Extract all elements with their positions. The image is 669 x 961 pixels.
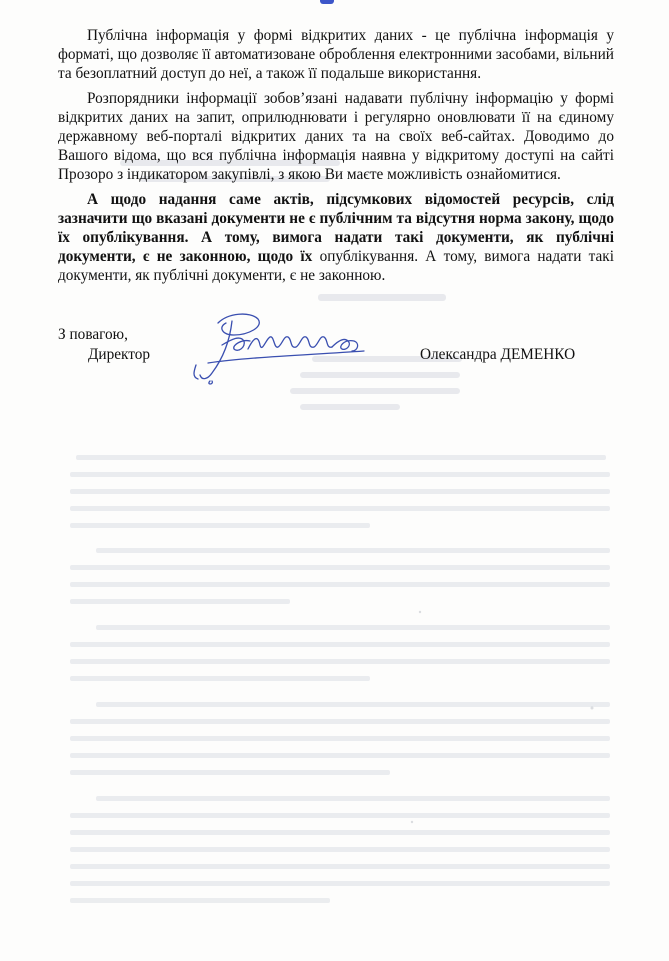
page-top-mark <box>320 0 334 4</box>
signer-name: Олександра ДЕМЕНКО <box>420 346 576 363</box>
paragraph-open-data-definition: Публічна інформація у формі відкритих даних - це публічна інформація у форматі, що дозволяє її автоматизоване оброблення електронними засобами, вільний та безоплатний доступ до неї, а також її подальше використання. <box>58 27 614 83</box>
signature-icon <box>188 305 378 387</box>
closing-regards: З повагою, <box>58 326 128 343</box>
letter-body <box>58 26 614 286</box>
paragraph-acts-not-public <box>58 190 614 286</box>
paragraph-acts-bold-part: А щодо надання саме актів, підсумкових відомостей ресурсів, слід зазначити що вказані документи не є публічним та відсутня норма закону, щодо їх опублікування. А тому, вимога надати такі документи, як публічні документи, є не законною, щодо їх <box>58 190 614 266</box>
paragraph-acts-normal-part: опублікування. А тому, вимога надати такі документи, як публічні документи, є не законною. <box>58 248 614 285</box>
paragraph-managers-obligations: Розпорядники інформації зобов’язані надавати публічну інформацію у формі відкритих даних на запит, оприлюднювати і регулярно оновлювати її на єдиному державному веб-порталі відкритих даних та на своїх веб-сайтах. Доводимо до Вашого відома, що вся публічна інформація наявна у відкритому доступі на сайті Прозоро з індикатором закупівлі, з якою Ви маєте можливість ознайомитися. <box>58 89 614 184</box>
signer-role: Директор <box>88 346 151 363</box>
